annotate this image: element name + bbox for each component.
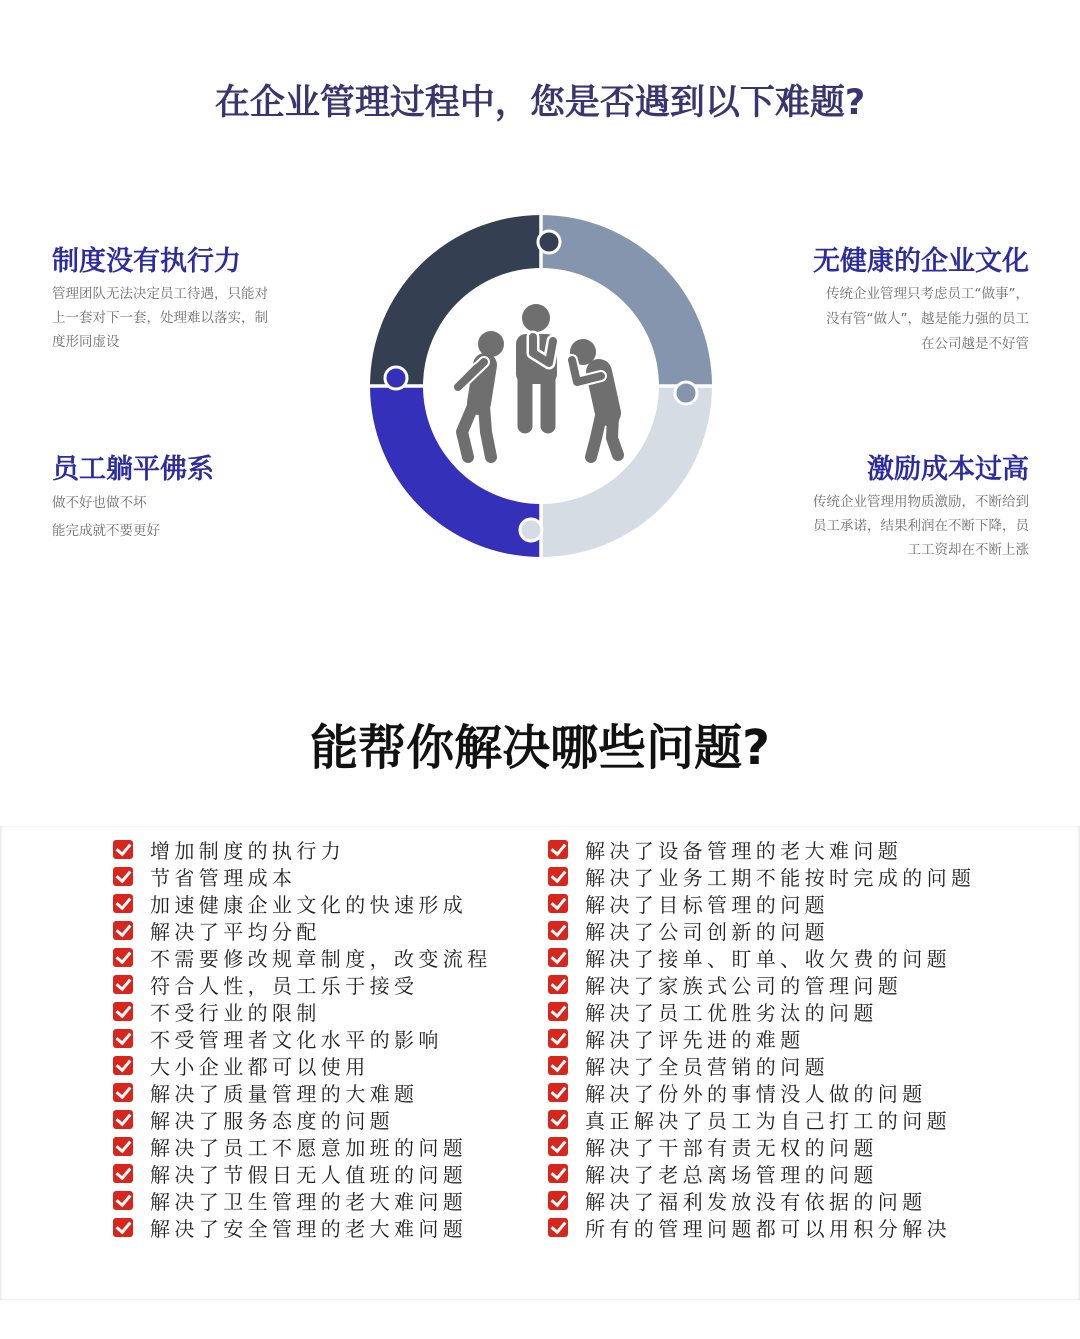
problem-description [52,489,292,545]
checkbox-checked-icon [548,1164,568,1183]
solution-item-text: 节省管理成本 [150,866,297,890]
checkbox-checked-icon [548,1110,568,1129]
problem-ring-diagram [365,210,717,562]
solution-item-text: 解决了份外的事情没人做的问题 [585,1082,927,1106]
solution-item-text: 解决了员工优胜劣汰的问题 [585,1001,878,1025]
page-title: 在企业管理过程中，您是否遇到以下难题? [214,83,866,123]
solution-item [113,1106,492,1133]
solution-item-text: 解决了卫生管理的老大难问题 [150,1190,468,1214]
problem-description [52,282,292,354]
solution-item-text: 解决了设备管理的老大难问题 [585,839,903,863]
puzzle-knob [675,382,697,404]
solution-item [548,1187,975,1214]
checkbox-checked-icon [113,1002,133,1021]
solution-item-text: 不受管理者文化水平的影响 [150,1028,443,1052]
solution-item [548,1079,975,1106]
solution-item [113,1079,492,1106]
checkbox-checked-icon [113,1083,133,1102]
solution-item [548,863,975,890]
solution-item [548,944,975,971]
solution-item-text: 加速健康企业文化的快速形成 [150,893,468,917]
description-line: 做不好也做不坏 [52,495,147,511]
problem-heading: 无健康的企业文化 [813,246,1029,277]
solution-item-text: 符合人性，员工乐于接受 [150,974,419,998]
solution-item [548,1160,975,1187]
solution-item-text: 解决了目标管理的问题 [585,893,829,917]
checkbox-checked-icon [548,948,568,967]
description-line: 在公司越是不好管 [921,336,1029,352]
checkbox-checked-icon [113,894,133,913]
problem-heading: 员工躺平佛系 [52,454,214,485]
checkbox-checked-icon [113,948,133,967]
solution-item-text: 解决了干部有责无权的问题 [585,1136,878,1160]
description-line: 度形同虚设 [52,334,120,350]
solution-item [113,1187,492,1214]
checkbox-checked-icon [113,867,133,886]
solution-item [548,917,975,944]
solution-item-text: 增加制度的执行力 [150,839,346,863]
description-line: 工工资却在不断上涨 [907,542,1029,558]
ring-segment-top-left [370,215,541,386]
solution-item [113,1133,492,1160]
solution-item [113,1160,492,1187]
solution-item-text: 真正解决了员工为自己打工的问题 [585,1109,951,1133]
problem-block-lying-flat [52,455,292,545]
description-line: 传统企业管理只考虑员工“做事”， [826,286,1029,302]
solution-item [548,998,975,1025]
solution-item [113,1025,492,1052]
solution-item-text: 不受行业的限制 [150,1001,321,1025]
checkbox-checked-icon [548,1029,568,1048]
solution-item [113,890,492,917]
checkbox-checked-icon [548,1002,568,1021]
solution-item-text: 所有的管理问题都可以用积分解决 [585,1217,951,1241]
checkbox-checked-icon [113,1164,133,1183]
problem-description [789,490,1029,562]
checkbox-checked-icon [113,921,133,940]
solutions-title: 能帮你解决哪些问题? [310,720,770,776]
solution-item [548,971,975,998]
solution-item-text: 解决了家族式公司的管理问题 [585,974,903,998]
puzzle-knob [385,367,407,389]
solution-item-text: 解决了福利发放没有依据的问题 [585,1190,927,1214]
description-line: 没有管“做人”，越是能力强的员工 [826,311,1029,327]
checkbox-checked-icon [548,1056,568,1075]
description-line: 传统企业管理用物质激励，不断给到 [813,494,1029,510]
solution-item [548,1214,975,1241]
solution-item-text: 解决了评先进的难题 [585,1028,805,1052]
checkbox-checked-icon [113,975,133,994]
ring-segment-bottom-right [541,386,712,557]
three-confused-people-icon [458,304,618,457]
solution-item [548,1133,975,1160]
checkbox-checked-icon [548,1191,568,1210]
checkbox-checked-icon [548,1137,568,1156]
description-line: 能完成就不要更好 [52,523,160,539]
solutions-list-left [113,836,492,1241]
description-line: 员工承诺，结果利润在不断下降，员 [813,518,1029,534]
solution-item [113,1214,492,1241]
checkbox-checked-icon [113,1056,133,1075]
solution-item-text: 解决了接单、盯单、收欠费的问题 [585,947,951,971]
checkbox-checked-icon [113,840,133,859]
checkbox-checked-icon [548,975,568,994]
checkbox-checked-icon [113,1137,133,1156]
ring-segment-bottom-left [370,386,541,557]
solution-item [548,1106,975,1133]
checkbox-checked-icon [548,1218,568,1237]
checkbox-checked-icon [113,1110,133,1129]
solution-item [548,1025,975,1052]
description-line: 管理团队无法决定员工待遇，只能对 [52,286,268,302]
checkbox-checked-icon [548,840,568,859]
problem-heading: 制度没有执行力 [52,246,241,277]
solution-item-text: 解决了安全管理的老大难问题 [150,1217,468,1241]
solution-item [548,890,975,917]
solution-item [113,1052,492,1079]
solution-item [113,863,492,890]
solution-item-text: 解决了节假日无人值班的问题 [150,1163,468,1187]
checkbox-checked-icon [113,1218,133,1237]
solution-item [113,917,492,944]
solution-item-text: 解决了公司创新的问题 [585,920,829,944]
puzzle-knob [520,519,542,541]
solution-item [113,971,492,998]
checkbox-checked-icon [113,1029,133,1048]
solution-item-text: 解决了员工不愿意加班的问题 [150,1136,468,1160]
solution-item-text: 解决了老总离场管理的问题 [585,1163,878,1187]
solution-item [548,836,975,863]
checkbox-checked-icon [113,1191,133,1210]
problem-block-high-incentive-cost [789,455,1029,562]
solution-item-text: 不需要修改规章制度，改变流程 [150,947,492,971]
solution-item-text: 解决了全员营销的问题 [585,1055,829,1079]
solution-item-text: 解决了业务工期不能按时完成的问题 [585,866,976,890]
checkbox-checked-icon [548,1083,568,1102]
checkbox-checked-icon [548,894,568,913]
solution-item [113,998,492,1025]
solution-item-text: 大小企业都可以使用 [150,1055,370,1079]
problem-block-no-execution [52,247,292,354]
problem-heading: 激励成本过高 [867,454,1029,485]
solution-item [113,944,492,971]
checkbox-checked-icon [548,921,568,940]
solution-item-text: 解决了质量管理的大难题 [150,1082,419,1106]
solution-item [113,836,492,863]
checkbox-checked-icon [548,867,568,886]
solution-item-text: 解决了服务态度的问题 [150,1109,394,1133]
puzzle-knob [538,231,560,253]
solution-item-text: 解决了平均分配 [150,920,321,944]
solutions-list-right [548,836,975,1241]
description-line: 上一套对下一套，处理难以落实，制 [52,310,268,326]
problem-block-unhealthy-culture [789,247,1029,357]
problem-description [789,282,1029,357]
solution-item [548,1052,975,1079]
